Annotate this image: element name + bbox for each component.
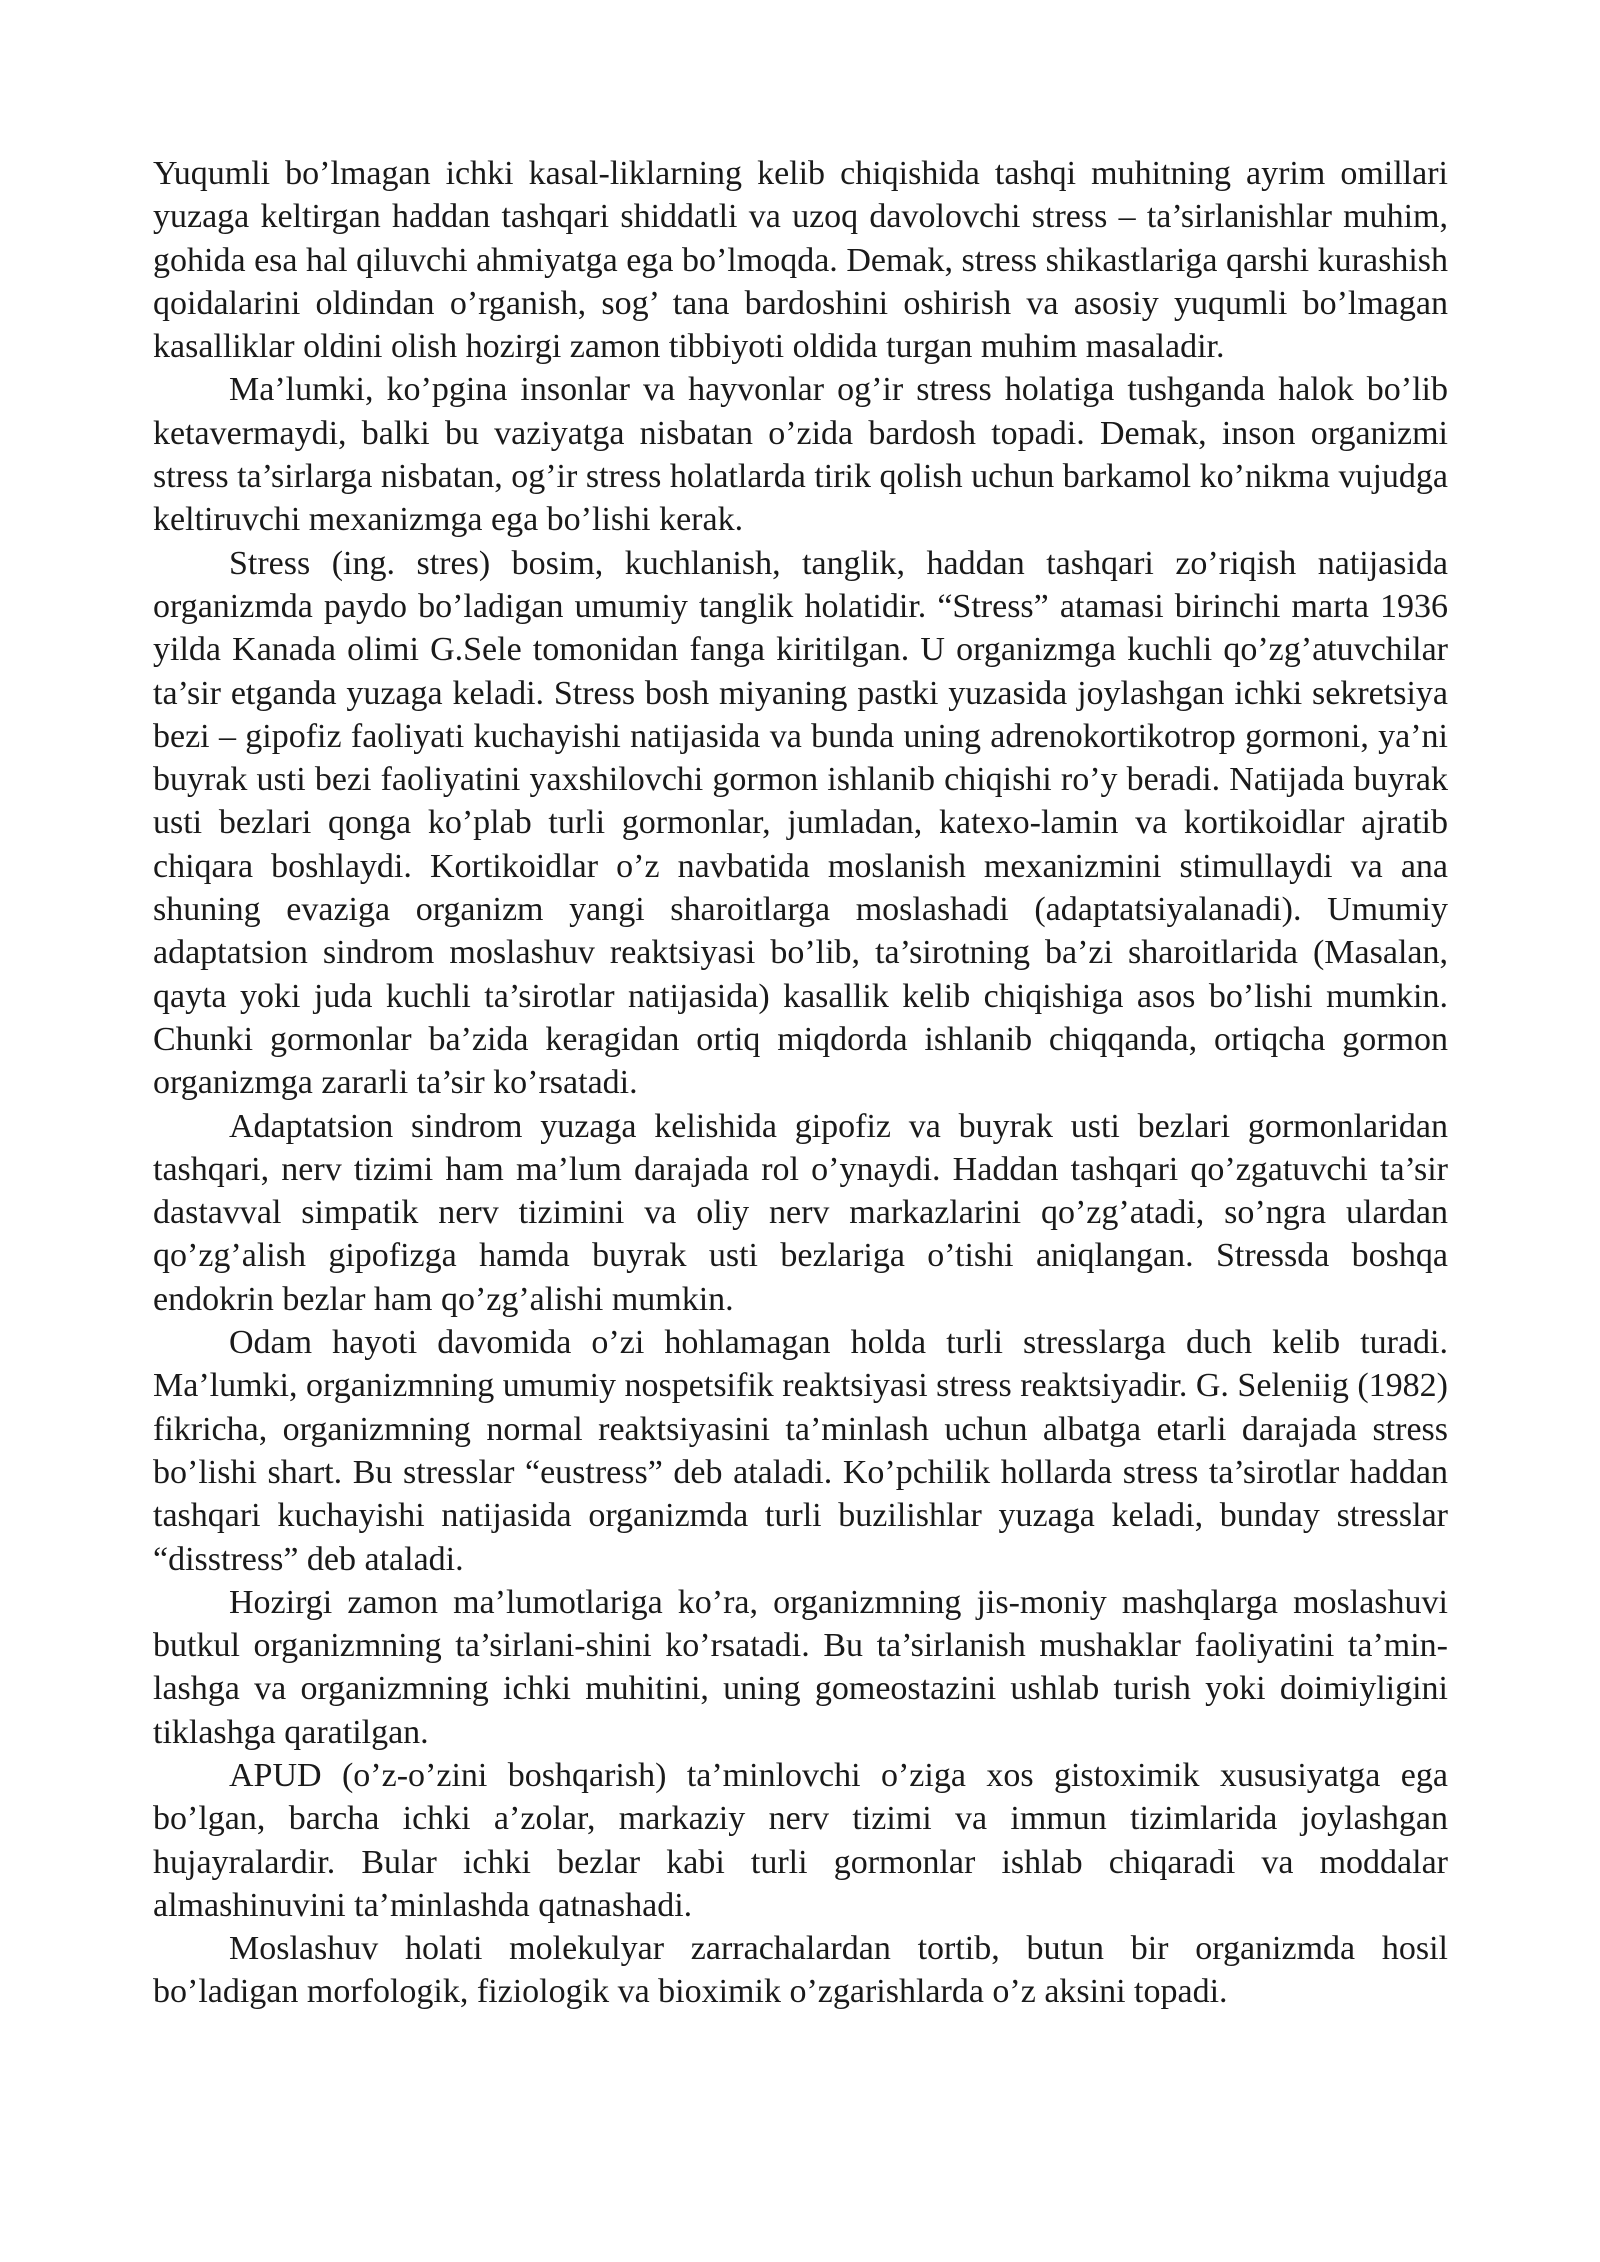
paragraph-1: Yuqumli bo’lmagan ichki kasal-liklarning kelib chiqishida tashqi muhitning ayrim omillari yuzaga keltirgan haddan tashqari shiddatli va uzoq davolovchi stress – ta’sirlanishlar muhim, gohida esa hal qiluvchi ahmiyatga ega bo’lmoqda. Demak, stress shikastlariga qarshi kurashish qoidalarini oldindan o’rganish, sog’ tana bardoshini oshirish va asosiy yuqumli bo’lmagan kasalliklar oldini olish hozirgi zamon tibbiyoti oldida turgan muhim masaladir. <box>153 155 1448 366</box>
body-text <box>153 152 1448 2014</box>
paragraph-2: Ma’lumki, ko’pgina insonlar va hayvonlar og’ir stress holatiga tushganda halok bo’lib ketavermaydi, balki bu vaziyatga nisbatan o’zida bardosh topadi. Demak, inson organizmi stress ta’sirlarga nisbatan, og’ir stress holatlarda tirik qolish uchun barkamol ko’nikma vujudga keltiruvchi mexanizmga ega bo’lishi kerak. <box>153 371 1448 539</box>
paragraph-5: Odam hayoti davomida o’zi hohlamagan holda turli stresslarga duch kelib turadi. Ma’lumki, organizmning umumiy nospetsifik reaktsiyasi stress reaktsiyadir. G. Seleniig (1982) fikricha, organizmning normal reaktsiyasini ta’minlash uchun albatga etarli darajada stress bo’lishi shart. Bu stresslar “eustress” deb ataladi. Ko’pchilik hollarda stress ta’sirotlar haddan tashqari kuchayishi natijasida organizmda turli buzilishlar yuzaga keladi, bunday stresslar “disstress” deb ataladi. <box>153 1324 1448 1578</box>
paragraph-7: APUD (o’z-o’zini boshqarish) ta’minlovchi o’ziga xos gistoximik xususiyatga ega bo’lgan, barcha ichki a’zolar, markaziy nerv tizimi va immun tizimlarida joylashgan hujayralardir. Bular ichki bezlar kabi turli gormonlar ishlab chiqaradi va moddalar almashinuvini ta’minlashda qatnashadi. <box>153 1756 1448 1924</box>
paragraph-3: Stress (ing. stres) bosim, kuchlanish, tanglik, haddan tashqari zo’riqish natijasida organizmda paydo bo’ladigan umumiy tanglik holatidir. “Stress” atamasi birinchi marta 1936 yilda Kanada olimi G.Sele tomonidan fanga kiritilgan. U organizmga kuchli qo’zg’atuvchilar ta’sir etganda yuzaga keladi. Stress bosh miyaning pastki yuzasida joylashgan ichki sekretsiya bezi – gipofiz faoliyati kuchayishi natijasida va bunda uning adrenokortikotrop gormoni, ya’ni buyrak usti bezi faoliyatini yaxshilovchi gormon ishlanib chiqishi ro’y beradi. Natijada buyrak usti bezlari qonga ko’plab turli gormonlar, jumladan, katexo-lamin va kortikoidlar ajratib chiqara boshlaydi. Kortikoidlar o’z navbatida moslanish mexanizmini stimullaydi va ana shuning evaziga organizm yangi sharoitlarga moslashadi (adaptatsiyalanadi). Umumiy adaptatsion sindrom moslashuv reaktsiyasi bo’lib, ta’sirotning ba’zi sharoitlarida (Masalan, qayta yoki juda kuchli ta’sirotlar natijasida) kasallik kelib chiqishiga asos bo’lishi mumkin. Chunki gormonlar ba’zida keragidan ortiq miqdorda ishlanib chiqqanda, ortiqcha gormon organizmga zararli ta’sir ko’rsatadi. <box>153 544 1448 1102</box>
paragraph-8: Moslashuv holati molekulyar zarrachalardan tortib, butun bir organizmda hosil bo’ladigan morfologik, fiziologik va bioximik o’zgarishlarda o’z aksini topadi. <box>153 1930 1448 2011</box>
paragraph-6: Hozirgi zamon ma’lumotlariga ko’ra, organizmning jis-moniy mashqlarga moslashuvi butkul organizmning ta’sirlani-shini ko’rsatadi. Bu ta’sirlanish mushaklar faoliyatini ta’min-lashga va organizmning ichki muhitini, uning gomeostazini ushlab turish yoki doimiyligini tiklashga qaratilgan. <box>153 1583 1448 1751</box>
paragraph-4: Adaptatsion sindrom yuzaga kelishida gipofiz va buyrak usti bezlari gormonlaridan tashqari, nerv tizimi ham ma’lum darajada rol o’ynaydi. Haddan tashqari qo’zgatuvchi ta’sir dastavval simpatik nerv tizimini va oliy nerv markazlarini qo’zg’atadi, so’ngra ulardan qo’zg’alish gipofizga hamda buyrak usti bezlariga o’tishi aniqlangan. Stressda boshqa endokrin bezlar ham qo’zg’alishi mumkin. <box>153 1107 1448 1318</box>
